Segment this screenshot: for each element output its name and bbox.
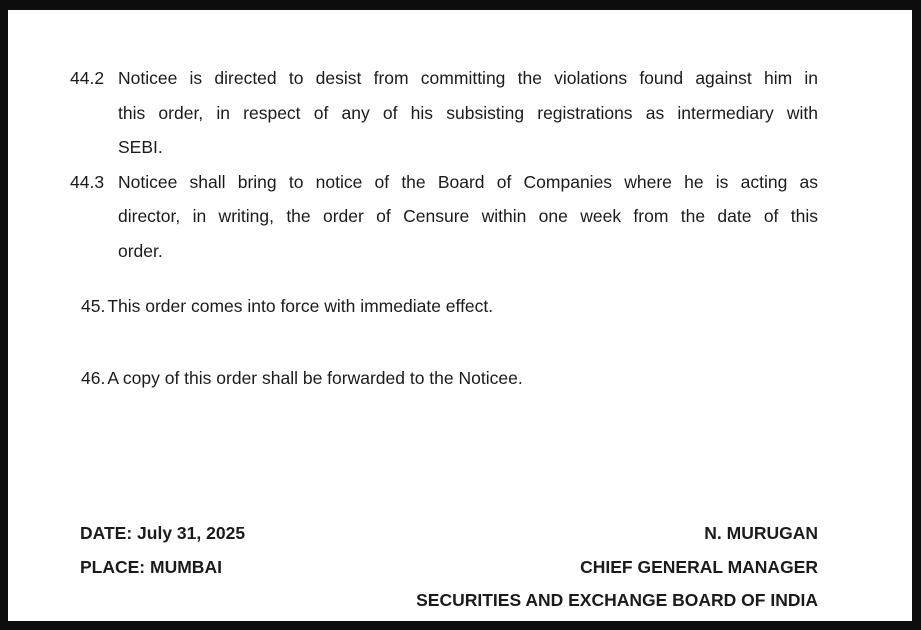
clause-line: order. [118,240,163,261]
clause-44-2 [8,61,912,165]
place-line [80,551,245,585]
item-number: 45. [81,296,106,316]
signature-block [416,517,818,618]
date-value: July 31, 2025 [137,523,246,543]
clause-number: 44.2 [70,68,105,88]
order-item-46 [81,361,818,396]
clause-number: 44.3 [70,171,105,192]
date-line [80,517,245,551]
place-value: MUMBAI [150,556,222,577]
clauses-block [8,61,912,268]
document-page [8,10,912,621]
signatory-org: SECURITIES AND EXCHANGE BOARD OF INDIA [416,590,818,610]
clause-line: this order, in respect of any of his subsisting registrations as intermediary with [118,102,818,123]
signatory-name: N. MURUGAN [704,523,818,543]
item-text: This order comes into force with immediate effect. [107,296,494,316]
order-item-45 [81,289,818,324]
item-number: 46. [81,368,106,388]
clause-line: Noticee shall bring to notice of the Board of Companies where he is acting as [118,171,818,192]
signatory-title: CHIEF GENERAL MANAGER [580,556,818,577]
clause-line: SEBI. [118,137,163,157]
place-label: PLACE: [80,556,146,577]
date-label: DATE: [80,523,133,543]
clause-line: Noticee is directed to desist from committing the violations found against him in [118,68,818,88]
clause-body [118,61,818,165]
clause-44-3 [8,165,912,269]
clause-body [118,165,818,269]
item-text: A copy of this order shall be forwarded to the Noticee. [107,368,523,388]
date-place-block [80,517,245,584]
clause-line: director, in writing, the order of Censure within one week from the date of this [118,206,818,226]
